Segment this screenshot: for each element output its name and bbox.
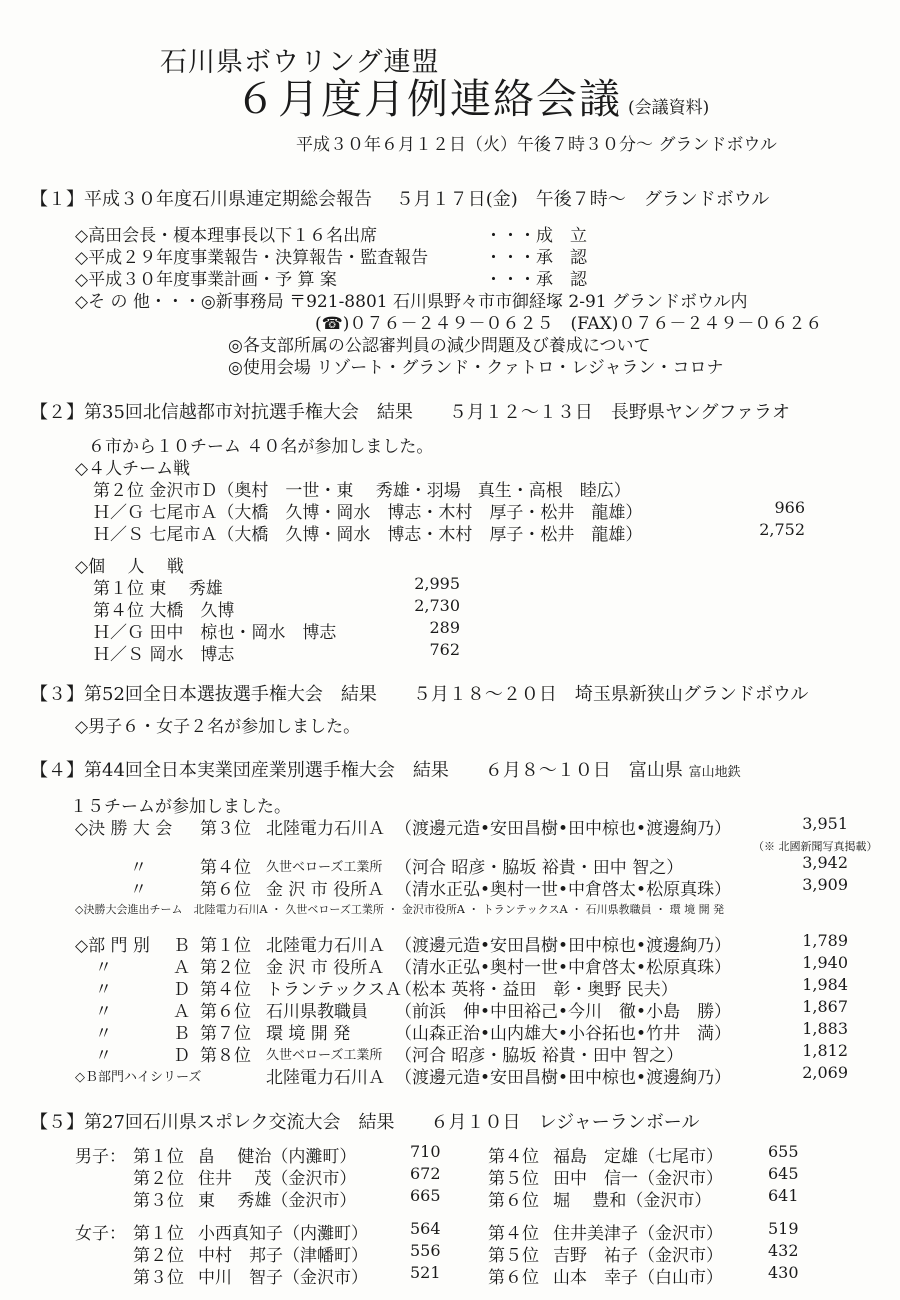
- s5-name: 住井美津子（金沢市）: [553, 1224, 723, 1244]
- s4-final-team: 金 沢 市 役所Ａ: [266, 880, 385, 900]
- s2-individual-row: Ｈ／Ｇ 田中 椋也・岡水 博志: [93, 623, 337, 643]
- s5-rank: 第５位: [488, 1169, 539, 1189]
- s5-score: 430: [768, 1263, 799, 1282]
- s5-score: 519: [768, 1219, 799, 1238]
- s1-other-venues: ◎使用会場 リゾート・グランド・クァトロ・レジャラン・コロナ: [228, 358, 724, 378]
- s4-ditto-mark: 〃: [95, 958, 112, 978]
- s5-men-label: 男子：: [75, 1147, 126, 1167]
- s5-name: 中川 智子（金沢市）: [198, 1268, 368, 1288]
- s5-name: 田中 信一（金沢市）: [553, 1169, 723, 1189]
- title-text: ６月度月例連絡会議: [235, 75, 622, 123]
- s1-item-result: ・・・承 認: [485, 270, 587, 290]
- s4-division-rank: 第７位: [200, 1024, 251, 1044]
- s1-item-label: ◇高田会長・榎本理事長以下１６名出席: [75, 226, 378, 246]
- section-1-heading: 【１】平成３０年度石川県連定期総会報告 ５月１７日(金) 午後７時～ グランドボウル: [30, 189, 770, 210]
- s5-rank: 第３位: [133, 1191, 184, 1211]
- s4-final-members: （河合 昭彦・脇坂 裕貴・田中 智之）: [395, 858, 684, 878]
- s1-item-label: ◇平成２９年度事業報告・決算報告・監査報告: [75, 248, 429, 268]
- s5-score: 564: [410, 1219, 441, 1238]
- s5-rank: 第３位: [133, 1268, 184, 1288]
- s4-division-class: Ａ: [173, 1002, 190, 1022]
- s4-division-score: 1,940: [802, 953, 848, 972]
- s4-finalists: ◇決勝大会進出チーム 北陸電力石川A ・ 久世ベローズ工業所 ・ 金沢市役所A ・ トランテックスA ・ 石川県教職員 ・ 環 境 開 発: [75, 903, 725, 916]
- s2-individual-score: 2,730: [414, 596, 460, 615]
- s5-name: 小西真知子（内灘町）: [198, 1224, 368, 1244]
- s4-high-series-score: 2,069: [802, 1063, 848, 1082]
- s1-item-label: ◇平成３０年度事業計画・予 算 案: [75, 270, 337, 290]
- s4-final-score: 3,942: [802, 853, 848, 872]
- s2-team-row: 第２位 金沢市Ｄ（奥村 一世・東 秀雄・羽場 真生・高根 睦広）: [93, 481, 631, 501]
- s2-intro: ６市から１０チーム ４０名が参加しました。: [88, 437, 434, 457]
- s2-individual-score: 762: [429, 640, 460, 659]
- s5-score: 556: [410, 1241, 441, 1260]
- s1-other-phone: (☎)０７６－２４９－０６２５ (FAX)０７６－２４９－０６２６: [315, 314, 823, 334]
- s4-division-class: Ｄ: [173, 980, 190, 1000]
- s4-heading-text: 【４】第44回全日本実業団産業別選手権大会 結果 ６月８～１０日 富山県: [30, 760, 683, 781]
- s1-item-result: ・・・成 立: [485, 226, 587, 246]
- s4-high-series-team: 北陸電力石川Ａ: [266, 1068, 385, 1088]
- s3-line: ◇男子６・女子２名が参加しました。: [75, 717, 361, 737]
- s5-name: 東 秀雄（金沢市）: [198, 1191, 357, 1211]
- s4-ditto-mark: 〃: [130, 858, 147, 878]
- s4-division-team: 石川県教職員: [266, 1002, 368, 1022]
- s1-item-result: ・・・承 認: [485, 248, 587, 268]
- s5-rank: 第４位: [488, 1147, 539, 1167]
- s4-division-score: 1,867: [802, 997, 848, 1016]
- organization-name: 石川県ボウリング連盟: [160, 47, 440, 78]
- s4-final-members: （清水正弘•奥村一世•中倉啓太•松原真珠）: [395, 880, 732, 900]
- s5-rank: 第６位: [488, 1268, 539, 1288]
- s4-final-rank: 第４位: [200, 858, 251, 878]
- s5-score: 655: [768, 1142, 799, 1161]
- s5-score: 432: [768, 1241, 799, 1260]
- s4-final-members: （渡邊元造•安田昌樹•田中椋也•渡邊絢乃）: [395, 819, 732, 839]
- s5-rank: 第２位: [133, 1169, 184, 1189]
- s4-ditto-mark: 〃: [130, 880, 147, 900]
- s4-division-score: 1,789: [802, 931, 848, 950]
- s2-individual-row: 第１位 東 秀雄: [93, 579, 223, 599]
- s2-individual-row: Ｈ／Ｓ 岡水 博志: [93, 645, 235, 665]
- s4-division-class: Ａ: [173, 958, 190, 978]
- s5-score: 641: [768, 1186, 799, 1205]
- s4-final-score: 3,951: [802, 814, 848, 833]
- s4-division-rank: 第１位: [200, 936, 251, 956]
- s4-ditto-mark: 〃: [95, 980, 112, 1000]
- s4-division-members: （河合 昭彦・脇坂 裕貴・田中 智之）: [395, 1046, 684, 1066]
- s2-team-score: 966: [774, 498, 805, 517]
- s5-rank: 第６位: [488, 1191, 539, 1211]
- s5-name: 福島 定雄（七尾市）: [553, 1147, 723, 1167]
- s4-final-heading: ◇決 勝 大 会: [75, 819, 173, 839]
- s4-high-series-label: ◇Ｂ部門ハイシリーズ: [75, 1070, 202, 1085]
- meeting-date: 平成３０年６月１２日（火）午後７時３０分～ グランドボウル: [296, 135, 777, 155]
- s4-division-team: 北陸電力石川Ａ: [266, 936, 385, 956]
- s4-intro: １５チームが参加しました。: [70, 797, 291, 817]
- s4-division-score: 1,984: [802, 975, 848, 994]
- s5-rank: 第１位: [133, 1147, 184, 1167]
- s4-ditto-mark: 〃: [95, 1002, 112, 1022]
- s4-division-team: 金 沢 市 役所Ａ: [266, 958, 385, 978]
- s4-division-rank: 第２位: [200, 958, 251, 978]
- s4-division-heading: ◇部 門 別: [75, 936, 150, 956]
- s4-heading-venue: 富山地鉄: [688, 765, 741, 780]
- s5-name: 畠 健治（内灘町）: [198, 1147, 357, 1167]
- s5-name: 吉野 祐子（金沢市）: [553, 1246, 723, 1266]
- s4-final-rank: 第３位: [200, 819, 251, 839]
- s5-score: 710: [410, 1142, 441, 1161]
- s4-division-rank: 第６位: [200, 1002, 251, 1022]
- s2-individual-score: 2,995: [414, 574, 460, 593]
- s4-high-series-members: （渡邊元造•安田昌樹•田中椋也•渡邊絢乃）: [395, 1068, 732, 1088]
- s4-final-rank: 第６位: [200, 880, 251, 900]
- s5-rank: 第４位: [488, 1224, 539, 1244]
- s4-division-class: Ｂ: [173, 1024, 190, 1044]
- s5-rank: 第５位: [488, 1246, 539, 1266]
- s4-ditto-mark: 〃: [95, 1024, 112, 1044]
- s4-final-team: 北陸電力石川Ａ: [266, 819, 385, 839]
- s5-women-label: 女子：: [75, 1224, 126, 1244]
- s4-division-rank: 第４位: [200, 980, 251, 1000]
- s5-name: 中村 邦子（津幡町）: [198, 1246, 368, 1266]
- s4-division-members: （清水正弘•奥村一世•中倉啓太•松原真珠）: [395, 958, 732, 978]
- title-subtitle: (会議資料): [628, 98, 710, 118]
- section-4-heading: [30, 756, 741, 782]
- document-title: [235, 66, 709, 125]
- s5-name: 山本 幸子（白山市）: [553, 1268, 723, 1288]
- s2-individual-score: 289: [429, 618, 460, 637]
- s2-team-score: 2,752: [759, 520, 805, 539]
- s4-division-score: 1,883: [802, 1019, 848, 1038]
- s5-score: 645: [768, 1164, 799, 1183]
- s4-division-rank: 第８位: [200, 1046, 251, 1066]
- s2-individual-heading: ◇個 人 戦: [75, 557, 184, 577]
- s4-final-score: 3,909: [802, 875, 848, 894]
- s4-division-members: （前浜 伸•中田裕己•今川 徹•小島 勝）: [395, 1002, 732, 1022]
- s4-division-members: （松本 英将・益田 彰・奥野 民夫）: [395, 980, 678, 1000]
- s5-rank: 第２位: [133, 1246, 184, 1266]
- s4-division-class: Ｂ: [173, 936, 190, 956]
- s4-ditto-mark: 〃: [95, 1046, 112, 1066]
- s5-score: 665: [410, 1186, 441, 1205]
- s2-team-heading: ◇４人チーム戦: [75, 459, 191, 479]
- s5-name: 堀 豊和（金沢市）: [553, 1191, 712, 1211]
- s4-division-members: （山森正治•山内雄大•小谷拓也•竹井 満）: [395, 1024, 732, 1044]
- s4-division-score: 1,812: [802, 1041, 848, 1060]
- s5-name: 住井 茂（金沢市）: [198, 1169, 357, 1189]
- s4-division-class: Ｄ: [173, 1046, 190, 1066]
- section-3-heading: 【３】第52回全日本選抜選手権大会 結果 ５月１８～２０日 埼玉県新狭山グランドボウル: [30, 684, 809, 705]
- s5-rank: 第１位: [133, 1224, 184, 1244]
- s2-individual-row: 第４位 大橋 久博: [93, 601, 235, 621]
- s2-team-row: Ｈ／Ｇ 七尾市Ａ（大橋 久博・岡水 博志・木村 厚子・松井 龍雄）: [93, 503, 643, 523]
- s4-photo-note: （※ 北國新聞写真掲載）: [753, 840, 878, 853]
- s5-score: 521: [410, 1263, 441, 1282]
- s4-division-team: 久世ベローズ工業所: [266, 1048, 383, 1063]
- s4-division-team: 環 境 開 発: [266, 1024, 351, 1044]
- s5-score: 672: [410, 1164, 441, 1183]
- section-2-heading: 【２】第35回北信越都市対抗選手権大会 結果 ５月１２～１３日 長野県ヤングファラオ: [30, 402, 790, 423]
- s4-final-team: 久世ベローズ工業所: [266, 860, 383, 875]
- s2-team-row: Ｈ／Ｓ 七尾市Ａ（大橋 久博・岡水 博志・木村 厚子・松井 龍雄）: [93, 525, 643, 545]
- s4-division-members: （渡邊元造•安田昌樹•田中椋也•渡邊絢乃）: [395, 936, 732, 956]
- s4-division-team: トランテックスＡ: [266, 980, 402, 1000]
- section-5-heading: 【５】第27回石川県スポレク交流大会 結果 ６月１０日 レジャーランボール: [30, 1112, 700, 1133]
- s1-other-office: ◇そ の 他・・・◎新事務局 〒921-8801 石川県野々市市御経塚 2-91 グランドボウル内: [75, 292, 748, 312]
- s1-other-referee: ◎各支部所属の公認審判員の減少問題及び養成について: [228, 336, 651, 356]
